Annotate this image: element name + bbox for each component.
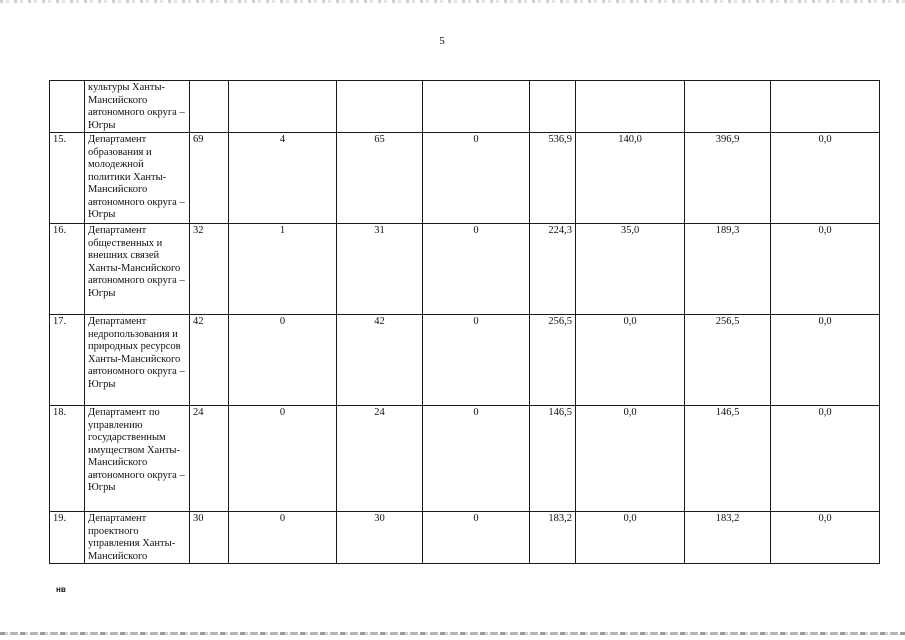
cell-v3: 65 bbox=[337, 133, 423, 224]
cell-v4: 0 bbox=[423, 512, 530, 564]
cell-v1 bbox=[190, 81, 229, 133]
table-row bbox=[50, 81, 880, 133]
cell-v2: 0 bbox=[229, 406, 337, 512]
cell-v8: 0,0 bbox=[771, 512, 880, 564]
cell-v5: 146,5 bbox=[530, 406, 576, 512]
cell-v4 bbox=[423, 81, 530, 133]
cell-v8: 0,0 bbox=[771, 406, 880, 512]
department-name: Департамент по управлению государственным имуществом Ханты-Мансийского автономного округа – Югры bbox=[85, 406, 190, 512]
cell-v8: 0,0 bbox=[771, 315, 880, 406]
scan-top-edge bbox=[0, 0, 905, 3]
cell-v4: 0 bbox=[423, 224, 530, 315]
cell-v7: 396,9 bbox=[685, 133, 771, 224]
cell-v4: 0 bbox=[423, 315, 530, 406]
table-row bbox=[50, 224, 880, 315]
cell-v1: 24 bbox=[190, 406, 229, 512]
cell-v7: 183,2 bbox=[685, 512, 771, 564]
cell-v3: 31 bbox=[337, 224, 423, 315]
page-number: 5 bbox=[439, 35, 445, 47]
cell-v1: 32 bbox=[190, 224, 229, 315]
cell-v1: 30 bbox=[190, 512, 229, 564]
cell-v6: 0,0 bbox=[576, 406, 685, 512]
cell-v3: 30 bbox=[337, 512, 423, 564]
cell-v1: 69 bbox=[190, 133, 229, 224]
cell-v5: 183,2 bbox=[530, 512, 576, 564]
cell-v3 bbox=[337, 81, 423, 133]
cell-v7 bbox=[685, 81, 771, 133]
cell-v4: 0 bbox=[423, 133, 530, 224]
cell-v8: 0,0 bbox=[771, 133, 880, 224]
row-number: 16. bbox=[50, 224, 85, 315]
department-name: Департамент общественных и внешних связей Ханты-Мансийского автономного округа – Югры bbox=[85, 224, 190, 315]
cell-v7: 146,5 bbox=[685, 406, 771, 512]
cell-v5: 536,9 bbox=[530, 133, 576, 224]
cell-v6: 140,0 bbox=[576, 133, 685, 224]
department-name: Департамент недропользования и природных ресурсов Ханты-Мансийского автономного округа – Югры bbox=[85, 315, 190, 406]
footer-initials: нв bbox=[56, 585, 66, 594]
cell-v5 bbox=[530, 81, 576, 133]
cell-v2: 0 bbox=[229, 315, 337, 406]
cell-v2: 4 bbox=[229, 133, 337, 224]
cell-v3: 24 bbox=[337, 406, 423, 512]
cell-v7: 189,3 bbox=[685, 224, 771, 315]
row-number: 19. bbox=[50, 512, 85, 564]
cell-v8: 0,0 bbox=[771, 224, 880, 315]
cell-v2: 1 bbox=[229, 224, 337, 315]
cell-v2 bbox=[229, 81, 337, 133]
cell-v6: 0,0 bbox=[576, 512, 685, 564]
cell-v5: 224,3 bbox=[530, 224, 576, 315]
table-row bbox=[50, 315, 880, 406]
cell-v2: 0 bbox=[229, 512, 337, 564]
row-number: 15. bbox=[50, 133, 85, 224]
cell-v6: 35,0 bbox=[576, 224, 685, 315]
scan-bottom-edge bbox=[0, 632, 905, 635]
department-name: Департамент проектного управления Ханты-Мансийского bbox=[85, 512, 190, 564]
table-row bbox=[50, 512, 880, 564]
department-name: Департамент образования и молодежной политики Ханты-Мансийского автономного округа – Югры bbox=[85, 133, 190, 224]
cell-v3: 42 bbox=[337, 315, 423, 406]
row-number: 18. bbox=[50, 406, 85, 512]
cell-v8 bbox=[771, 81, 880, 133]
table-row bbox=[50, 406, 880, 512]
row-number bbox=[50, 81, 85, 133]
cell-v6: 0,0 bbox=[576, 315, 685, 406]
cell-v6 bbox=[576, 81, 685, 133]
table-row bbox=[50, 133, 880, 224]
row-number: 17. bbox=[50, 315, 85, 406]
department-name: культуры Ханты-Мансийского автономного округа – Югры bbox=[85, 81, 190, 133]
cell-v1: 42 bbox=[190, 315, 229, 406]
cell-v4: 0 bbox=[423, 406, 530, 512]
cell-v5: 256,5 bbox=[530, 315, 576, 406]
cell-v7: 256,5 bbox=[685, 315, 771, 406]
budget-table bbox=[49, 80, 880, 564]
